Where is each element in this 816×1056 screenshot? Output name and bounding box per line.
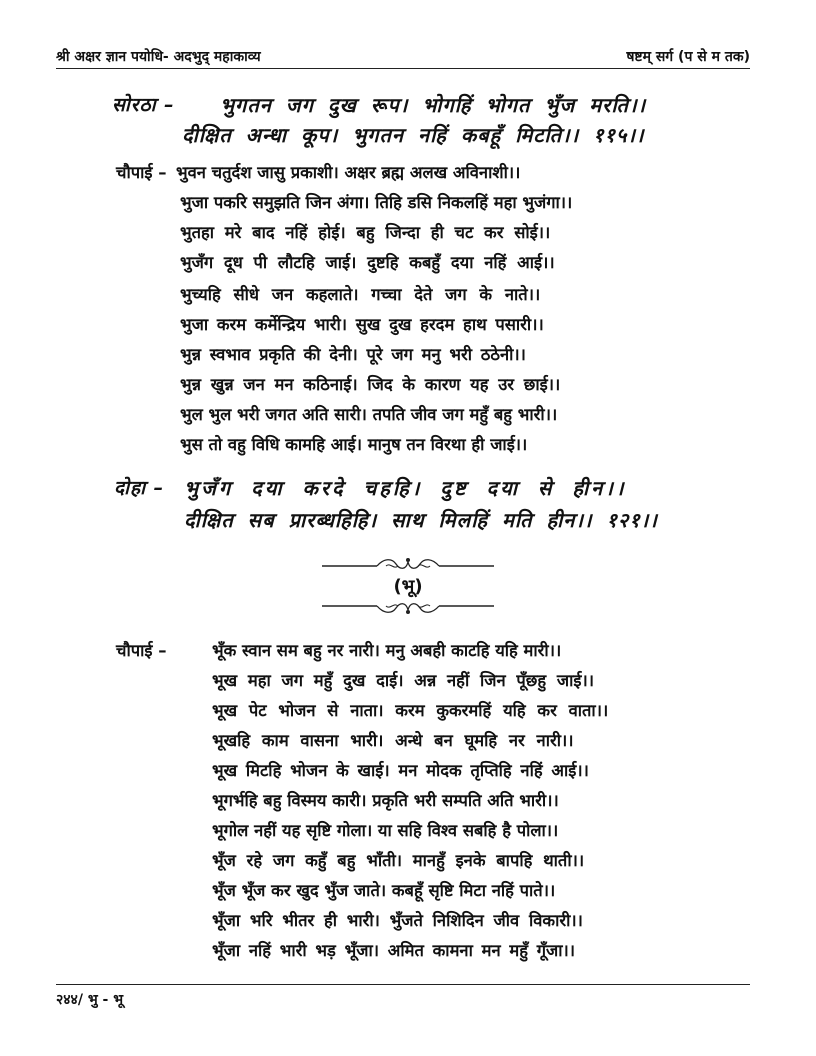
sortha-line-1: भुगतन जग दुख रूप। भोगहिं भोगत भुँज मरति।।: [220, 93, 647, 117]
book-title: श्री अक्षर ज्ञान पयोधि- अदभुद् महाकाव्य: [56, 49, 261, 65]
ornament-divider-bottom: [322, 598, 494, 618]
verse-line: भूँजा नहिं भारी भड़ भूँजा। अमित कामना मन महुँ गूँजा।।: [212, 941, 576, 960]
chaupai-label-2: चौपाई –: [116, 641, 167, 660]
page-header: [56, 44, 750, 66]
verse-line: भुन्न स्वभाव प्रकृति की देनी। पूरे जग मनु भरी ठठेनी।।: [180, 345, 526, 364]
verse-line: भूँज भूँज कर खुद भुँज जाते। कबहूँ सृष्टि मिटा नहिं पाते।।: [212, 881, 556, 900]
verse-line: भूँजा भरि भीतर ही भारी। भुँजते निशिदिन जीव विकारी।।: [212, 911, 583, 930]
verse-line: भूँक स्वान सम बहु नर नारी। मनु अबही काटहि यहि मारी।।: [212, 641, 562, 660]
chapter-title: षष्टम् सर्ग (प से म तक): [626, 49, 750, 65]
verse-line: भुजा करम कर्मेन्द्रिय भारी। सुख दुख हरदम हाथ पसारी।।: [180, 315, 544, 334]
verse-line: भुन्न खुन्न जन मन कठिनाई। जिद के कारण यह उर छाई।।: [180, 375, 561, 394]
verse-line: भुतहा मरे बाद नहिं होई। बहु जिन्दा ही चट कर सोई।।: [180, 223, 551, 242]
doha-label: दोहा –: [114, 477, 165, 499]
verse-line: भुस तो वहु विधि कामहि आई। मानुष तन विरथा ही जाई।।: [180, 435, 528, 454]
verse-line: भूख पेट भोजन से नाता। करम कुकरमहिं यहि कर वाता।।: [212, 701, 609, 720]
ornament-divider-top: [322, 554, 494, 574]
page-number: २४४/ भु - भू: [56, 992, 124, 1008]
sortha-line-2: दीक्षित अन्धा कूप। भुगतन नहिं कबहूँ मिटति।। ११५।।: [182, 123, 645, 147]
verse-line: भूखहि काम वासना भारी। अन्धे बन घूमहि नर नारी।।: [212, 731, 574, 750]
verse-line: भुजा पकरि समुझति जिन अंगा। तिहि डसि निकलहिं महा भुजंगा।।: [180, 193, 573, 212]
verse-line: भूख महा जग महुँ दुख दाई। अन्न नहीं जिन पूँछहु जाई।।: [212, 671, 594, 690]
verse-line: भूख मिटहि भोजन के खाई। मन मोदक तृप्तिहि नहिं आई।।: [212, 761, 589, 780]
sortha-label: सोरठा –: [112, 94, 175, 116]
verse-line: भुल भुल भरी जगत अति सारी। तपति जीव जग महुँ बहु भारी।।: [180, 405, 558, 424]
verse-line: भुच्यहि सीधे जन कहलाते। गच्चा देते जग के नाते।।: [180, 285, 541, 304]
footer-rule: [56, 984, 750, 985]
section-title: (भू): [393, 576, 423, 597]
verse-line: भूगर्भहि बहु विस्मय कारी। प्रकृति भरी सम्पति अति भारी।।: [212, 791, 559, 810]
verse-line: भूँज रहे जग कहुँ बहु भाँती। मानहुँ इनके बापहि थाती।।: [212, 851, 585, 870]
verse-line: भूगोल नहीं यह सृष्टि गोला। या सहि विश्व सबहि है पोला।।: [212, 821, 559, 840]
doha-line-1: भुजँग दया करदे चहहि। दुष्ट दया से हीन।।: [184, 476, 627, 500]
doha-line-2: दीक्षित सब प्रारब्धहिहि। साथ मिलहिं मति हीन।। १२१।।: [184, 508, 658, 532]
verse-line: भुवन चतुर्दश जासु प्रकाशी। अक्षर ब्रह्म अलख अविनाशी।।: [176, 163, 521, 182]
header-rule: [56, 68, 750, 69]
chaupai-label-1: चौपाई –: [116, 163, 167, 182]
verse-line: भुजँग दूध पी लौटहि जाई। दुष्टहि कबहुँ दया नहिं आई।।: [180, 253, 555, 272]
